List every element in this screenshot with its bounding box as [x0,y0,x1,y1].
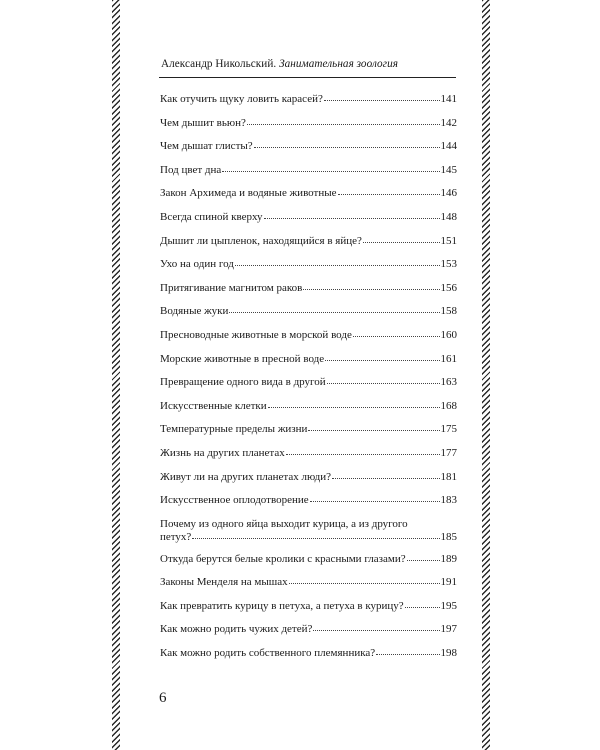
toc-leader-dots [247,116,440,125]
toc-entry [160,600,457,624]
toc-entry [160,282,457,306]
header-book-title: Занимательная зоология [279,58,398,70]
toc-entry-title: Пресноводные животные в морской воде [160,328,352,341]
toc-leader-dots [325,352,439,361]
toc-entry [160,93,457,117]
toc-leader-dots [324,92,440,101]
toc-entry-title: Искусственные клетки [160,399,267,412]
toc-entry-title: Законы Менделя на мышах [160,576,288,589]
toc-entry [160,353,457,377]
toc-entry-page: 151 [440,234,457,247]
toc-entry-page: 141 [440,93,457,105]
toc-leader-dots [303,281,439,290]
toc-entry-page: 158 [440,305,457,318]
toc-entry [160,518,457,553]
toc-leader-dots [376,646,439,655]
toc-entry-page: 146 [440,187,457,200]
toc-entry-title: Притягивание магнитом раков [160,281,303,294]
toc-leader-dots [229,304,439,313]
toc-entry-title: Закон Архимеда и водяные животные [160,187,337,200]
toc-entry [160,447,457,471]
toc-entry-page: 168 [440,399,457,412]
toc-entry [160,187,457,211]
toc-entry [160,494,457,518]
toc-entry [160,623,457,647]
toc-entry-page: 195 [440,599,457,612]
toc-entry-title: Откуда берутся белые кролики с красными глазами? [160,552,406,565]
toc-leader-dots [192,530,439,539]
toc-leader-dots [353,328,440,337]
toc-entry [160,117,457,141]
header-rule [159,77,456,78]
toc-entry-page: 185 [440,530,457,543]
toc-entry [160,400,457,424]
toc-leader-dots [405,599,440,608]
toc-entry [160,211,457,235]
toc-entry [160,576,457,600]
toc-entry-page: 156 [440,281,457,294]
toc-entry-title: Чем дышат глисты? [160,140,253,153]
toc-leader-dots [363,234,440,243]
toc-entry [160,647,457,671]
toc-leader-dots [289,575,440,584]
toc-entry-title: Как можно родить чужих детей? [160,623,313,636]
toc-leader-dots [264,210,440,219]
toc-entry [160,140,457,164]
toc-entry-page: 183 [440,494,457,507]
toc-entry-title: Под цвет дна [160,163,222,176]
toc-entry-page: 142 [440,116,457,129]
toc-leader-dots [310,493,440,502]
toc-entry [160,235,457,259]
toc-entry-title: Температурные пределы жизни [160,423,308,436]
toc-leader-dots [332,470,440,479]
toc-leader-dots [222,163,439,172]
toc-entry-page: 161 [440,352,457,365]
running-header [161,58,457,70]
toc-entry-title: Как отучить щуку ловить карасей? [160,93,323,105]
toc-leader-dots [286,446,440,455]
toc-entry-title: Морские животные в пресной воде [160,352,325,365]
toc-entry-page: 197 [440,623,457,636]
toc-entry-page: 181 [440,470,457,483]
toc-entry-title: Чем дышит вьюн? [160,116,246,129]
toc-leader-dots [268,399,440,408]
toc-entry-page: 144 [440,140,457,153]
toc-entry-title: Дышит ли цыпленок, находящийся в яйце? [160,234,362,247]
toc-entry-title-line1: Почему из одного яйца выходит курица, а из другого [160,517,408,530]
toc-entry-title: Как можно родить собственного племянника? [160,647,376,660]
toc-entry [160,423,457,447]
toc-entry-page: 148 [440,210,457,223]
toc-entry-title: Искусственное оплодотворение [160,494,309,507]
left-decorative-border [112,0,120,750]
toc-entry-title: Всегда спиной кверху [160,210,263,223]
toc-entry-title: Водяные жуки [160,305,229,318]
toc-entry-title: Ухо на один год [160,258,234,271]
toc-entry-title: Как превратить курицу в петуха, а петуха в курицу? [160,599,404,612]
toc-entry [160,305,457,329]
toc-leader-dots [308,422,439,431]
toc-entry [160,553,457,577]
toc-leader-dots [407,552,440,561]
toc-entry-page: 175 [440,423,457,436]
toc-leader-dots [313,622,439,631]
toc-entry [160,376,457,400]
page-number: 6 [159,690,167,706]
toc-leader-dots [338,186,440,195]
table-of-contents [160,93,457,671]
header-author: Александр Никольский. [161,58,277,70]
toc-entry-page: 153 [440,258,457,271]
toc-entry [160,329,457,353]
toc-entry-title: Превращение одного вида в другой [160,376,326,389]
toc-entry [160,164,457,188]
toc-entry-page: 191 [440,576,457,589]
toc-leader-dots [235,257,440,266]
toc-entry-page: 189 [440,552,457,565]
toc-leader-dots [327,375,440,384]
toc-entry-title: Жизнь на других планетах [160,446,285,459]
toc-entry-page: 145 [440,163,457,176]
toc-entry-page: 177 [440,446,457,459]
toc-entry-title: петух? [160,530,192,543]
toc-entry-title: Живут ли на других планетах люди? [160,470,331,483]
toc-entry [160,258,457,282]
toc-entry [160,471,457,495]
toc-entry-page: 163 [440,376,457,389]
toc-entry-page: 198 [440,647,457,660]
right-decorative-border [482,0,490,750]
toc-entry-page: 160 [440,328,457,341]
toc-leader-dots [254,139,440,148]
